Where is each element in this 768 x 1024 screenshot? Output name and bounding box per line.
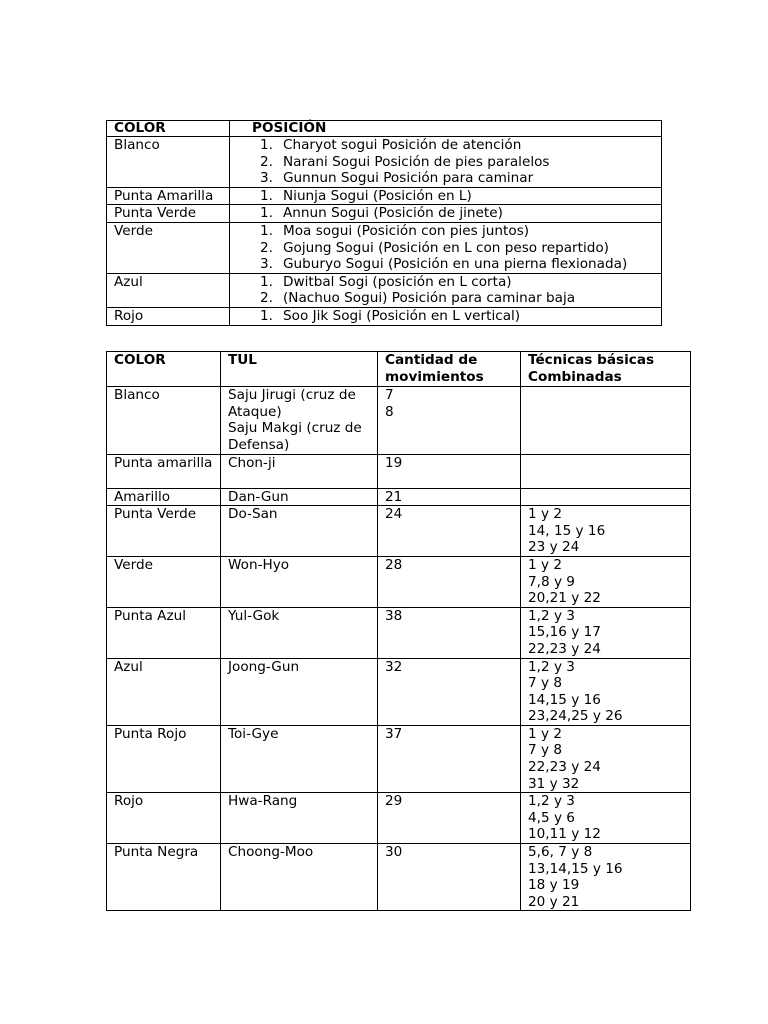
movimientos-value: 37 [385, 725, 403, 742]
positions-cell [230, 273, 662, 307]
table-row [107, 793, 691, 844]
tecnicas-cell [521, 658, 691, 725]
movimientos-value: 29 [385, 793, 403, 810]
header-color: COLOR [107, 352, 221, 387]
movimientos-value: 24 [385, 506, 403, 523]
tecnica-value: 1,2 y 3 [528, 658, 575, 675]
position-text: Gojung Sogui (Posición en L con peso repartido) [283, 239, 609, 256]
tecnica-value: 4,5 y 6 [528, 809, 575, 826]
positions-list [237, 308, 661, 325]
table-row [107, 844, 691, 911]
header-tecnicas: Técnicas básicas Combinadas [521, 352, 691, 387]
table-row [107, 137, 662, 188]
movimientos-value: 28 [385, 556, 403, 573]
color-cell: Punta Negra [107, 844, 221, 911]
position-text: Narani Sogui Posición de pies paralelos [283, 153, 550, 170]
tul-cell [221, 506, 378, 557]
tecnica-value: 7,8 y 9 [528, 573, 575, 590]
tecnicas-cell [521, 844, 691, 911]
positions-cell [230, 205, 662, 223]
movimientos-cell [378, 387, 521, 454]
list-item [237, 223, 661, 240]
movimientos-value: 7 [385, 387, 394, 404]
positions-list [237, 205, 661, 222]
tul-body [107, 387, 691, 911]
list-item [237, 205, 661, 222]
list-number: 1. [260, 187, 273, 204]
positions-cell [230, 307, 662, 325]
tecnicas-cell [521, 725, 691, 792]
positions-list [237, 188, 661, 205]
table-row [107, 488, 691, 506]
color-cell: Rojo [107, 307, 230, 325]
position-text: Charyot sogui Posición de atención [283, 137, 522, 153]
list-item [237, 154, 661, 171]
list-number: 3. [260, 256, 273, 273]
tul-name: Saju Jirugi (cruz de Ataque) [228, 387, 356, 420]
tul-cell [221, 793, 378, 844]
tecnica-value: 18 y 19 [528, 877, 580, 894]
list-item [237, 274, 661, 291]
tul-cell [221, 454, 378, 488]
list-item [237, 308, 661, 325]
header-movimientos: Cantidad de movimientos [378, 352, 521, 387]
list-item [237, 240, 661, 257]
movimientos-value: 19 [385, 454, 403, 471]
tul-name: Won-Hyo [228, 556, 290, 573]
position-text: Dwitbal Sogi (posición en L corta) [283, 273, 512, 290]
list-item [237, 137, 661, 154]
color-cell: Azul [107, 273, 230, 307]
tecnicas-cell [521, 607, 691, 658]
table-row [107, 454, 691, 488]
movimientos-value: 32 [385, 658, 403, 675]
list-item [237, 290, 661, 307]
tul-cell [221, 387, 378, 454]
movimientos-value: 21 [385, 488, 403, 505]
color-cell: Amarillo [107, 488, 221, 506]
table-row [107, 506, 691, 557]
tul-name: Chon-ji [228, 454, 276, 471]
tul-cell [221, 658, 378, 725]
positions-cell [230, 222, 662, 273]
color-cell: Rojo [107, 793, 221, 844]
position-text: Guburyo Sogui (Posición en una pierna flexionada) [283, 256, 628, 273]
positions-list [237, 137, 661, 187]
list-number: 3. [260, 170, 273, 187]
tul-name: Dan-Gun [228, 488, 289, 505]
tecnica-value: 7 y 8 [528, 742, 562, 759]
tul-cell [221, 488, 378, 506]
tul-name: Toi-Gye [228, 725, 279, 742]
tecnica-value: 1 y 2 [528, 556, 562, 573]
table-row [107, 725, 691, 792]
color-cell: Verde [107, 222, 230, 273]
tecnica-value: 1 y 2 [528, 725, 562, 742]
tul-cell [221, 607, 378, 658]
movimientos-value: 38 [385, 607, 403, 624]
header-tul: TUL [221, 352, 378, 387]
table-row [107, 387, 691, 454]
table-row [107, 273, 662, 307]
color-cell: Punta amarilla [107, 454, 221, 488]
table-row [107, 556, 691, 607]
color-cell: Blanco [107, 137, 230, 188]
table-row [107, 658, 691, 725]
position-text: (Nachuo Sogui) Posición para caminar baja [283, 290, 576, 307]
tecnica-value: 1 y 2 [528, 506, 562, 523]
movimientos-value: 30 [385, 844, 403, 861]
tecnicas-cell [521, 387, 691, 454]
tecnica-value: 5,6, 7 y 8 [528, 844, 593, 861]
positions-cell [230, 187, 662, 205]
tul-header-row [107, 352, 691, 387]
list-number: 2. [260, 153, 273, 170]
tecnica-value: 15,16 y 17 [528, 624, 601, 641]
table-row [107, 205, 662, 223]
movimientos-cell [378, 844, 521, 911]
tecnica-value: 20 y 21 [528, 893, 580, 910]
tecnicas-cell [521, 556, 691, 607]
table-row [107, 187, 662, 205]
tecnicas-cell [521, 506, 691, 557]
movimientos-cell [378, 607, 521, 658]
positions-body [107, 137, 662, 326]
positions-header-row [107, 121, 662, 137]
color-cell: Punta Verde [107, 506, 221, 557]
color-cell: Blanco [107, 387, 221, 454]
movimientos-value: 8 [385, 403, 394, 420]
tecnicas-cell [521, 793, 691, 844]
tecnica-value: 23 y 24 [528, 539, 580, 556]
table-row [107, 222, 662, 273]
list-number: 2. [260, 290, 273, 307]
tul-name: Choong-Moo [228, 844, 314, 861]
movimientos-cell [378, 488, 521, 506]
positions-list [237, 223, 661, 273]
table-row [107, 607, 691, 658]
color-cell: Punta Azul [107, 607, 221, 658]
color-cell: Punta Verde [107, 205, 230, 223]
position-text: Moa sogui (Posición con pies juntos) [283, 222, 530, 239]
list-item [237, 256, 661, 273]
movimientos-cell [378, 454, 521, 488]
list-number: 1. [260, 205, 273, 222]
tecnica-value: 14, 15 y 16 [528, 522, 606, 539]
position-text: Niunja Sogui (Posición en L) [283, 187, 472, 204]
tul-name: Do-San [228, 506, 278, 523]
tecnica-value: 23,24,25 y 26 [528, 708, 623, 725]
color-cell: Punta Rojo [107, 725, 221, 792]
color-cell: Punta Amarilla [107, 187, 230, 205]
list-item [237, 170, 661, 187]
list-number: 1. [260, 273, 273, 290]
header-posicion: POSICIÓN [230, 121, 662, 137]
tecnica-value: 20,21 y 22 [528, 590, 601, 607]
list-number: 1. [260, 222, 273, 239]
tecnica-value: 22,23 y 24 [528, 640, 601, 657]
tul-cell [221, 725, 378, 792]
list-number: 1. [260, 137, 273, 153]
tul-cell [221, 844, 378, 911]
header-color: COLOR [107, 121, 230, 137]
tecnica-value: 13,14,15 y 16 [528, 860, 623, 877]
tul-name: Yul-Gok [228, 607, 280, 624]
tul-name: Saju Makgi (cruz de Defensa) [228, 420, 362, 453]
list-item [237, 188, 661, 205]
position-text: Soo Jik Sogi (Posición en L vertical) [283, 307, 521, 324]
positions-table [106, 120, 662, 326]
tecnica-value: 1,2 y 3 [528, 793, 575, 810]
position-text: Annun Sogui (Posición de jinete) [283, 205, 503, 222]
tecnica-value: 1,2 y 3 [528, 607, 575, 624]
tecnica-value: 10,11 y 12 [528, 826, 601, 843]
color-cell: Azul [107, 658, 221, 725]
tul-name: Hwa-Rang [228, 793, 298, 810]
table-row [107, 307, 662, 325]
positions-cell [230, 137, 662, 188]
movimientos-cell [378, 506, 521, 557]
tul-name: Joong-Gun [228, 658, 300, 675]
tecnica-value: 31 y 32 [528, 775, 580, 792]
tecnica-value: 14,15 y 16 [528, 691, 601, 708]
positions-list [237, 274, 661, 307]
color-cell: Verde [107, 556, 221, 607]
list-number: 2. [260, 239, 273, 256]
movimientos-cell [378, 725, 521, 792]
tecnicas-cell [521, 454, 691, 488]
movimientos-cell [378, 556, 521, 607]
movimientos-cell [378, 793, 521, 844]
tul-table [106, 351, 691, 911]
movimientos-cell [378, 658, 521, 725]
tecnica-value: 22,23 y 24 [528, 759, 601, 776]
list-number: 1. [260, 307, 273, 324]
tecnicas-cell [521, 488, 691, 506]
tul-cell [221, 556, 378, 607]
position-text: Gunnun Sogui Posición para caminar [283, 170, 534, 187]
tecnica-value: 7 y 8 [528, 675, 562, 692]
